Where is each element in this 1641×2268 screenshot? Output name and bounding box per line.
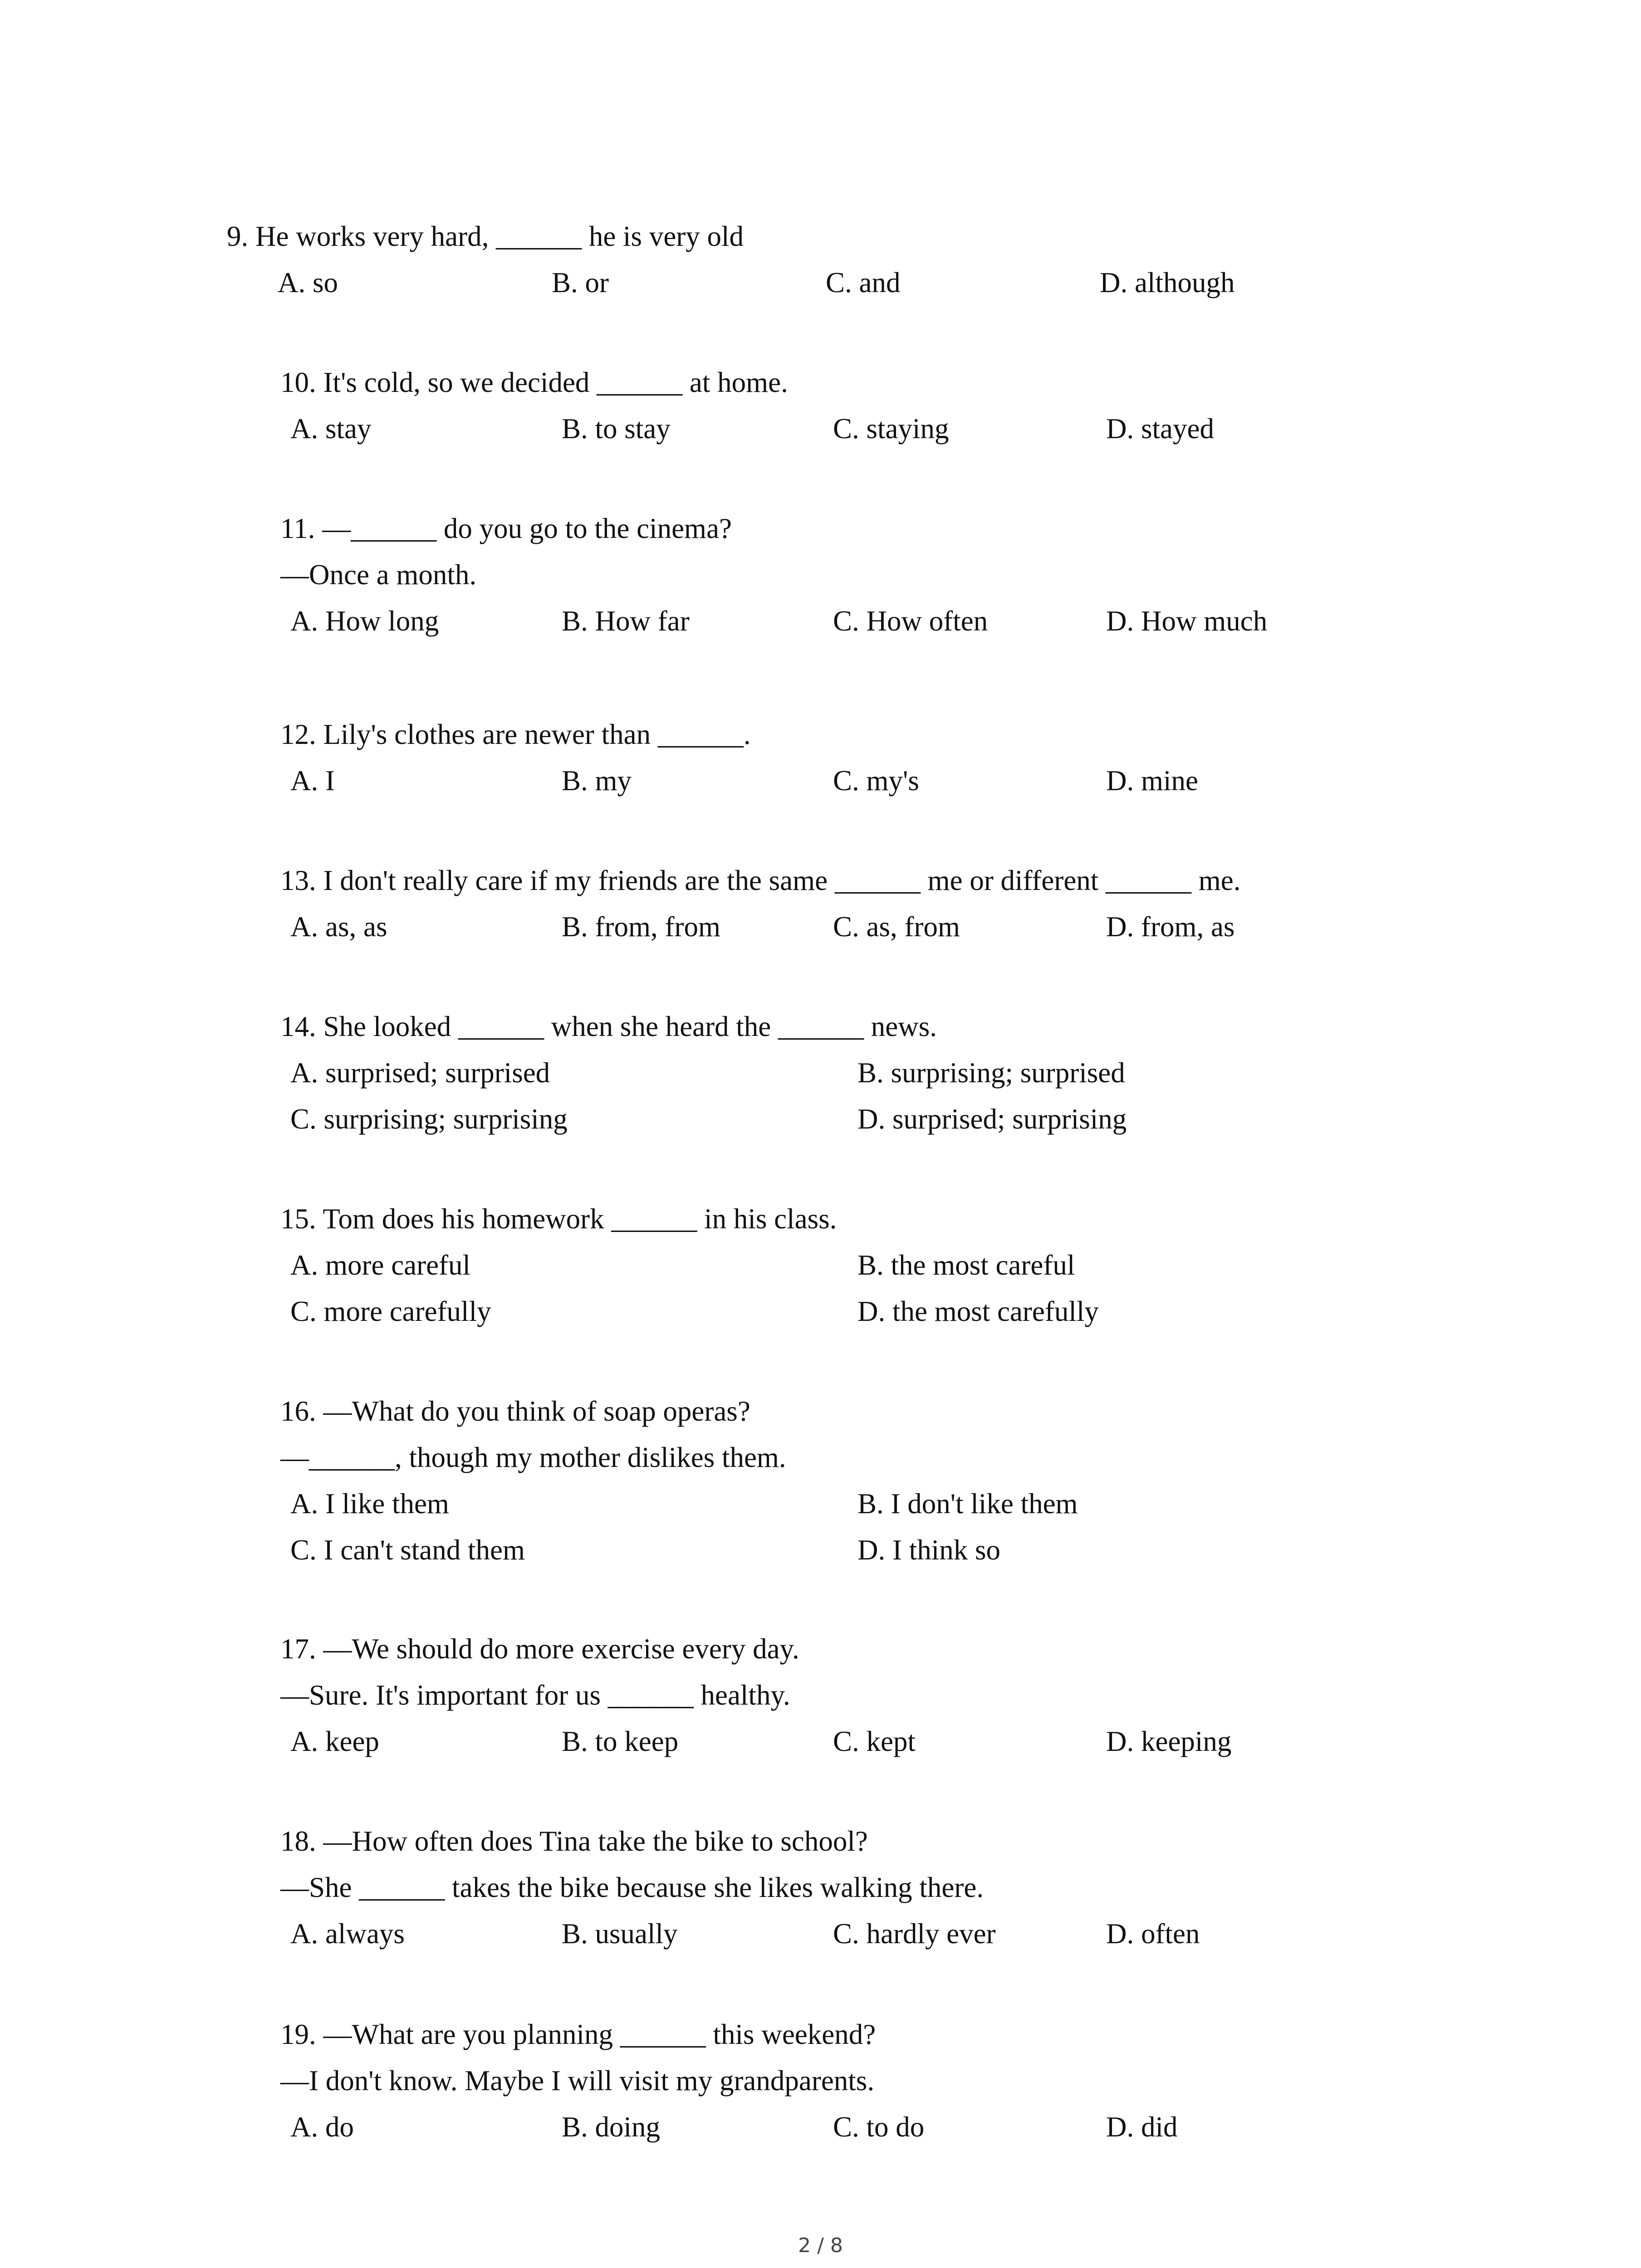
page-number: 2 / 8 xyxy=(798,2234,843,2257)
answer-option: B. I don't like them xyxy=(857,1488,1078,1520)
question-stem: 18. —How often does Tina take the bike to school? xyxy=(280,1825,868,1857)
question-reply: —Once a month. xyxy=(280,559,477,591)
question-stem: 14. She looked ______ when she heard the ______ news. xyxy=(280,1011,937,1042)
answer-option: A. so xyxy=(278,267,338,298)
answer-option: A. I xyxy=(290,765,335,797)
answer-option: A. stay xyxy=(290,413,372,445)
question-stem: 9. He works very hard, ______ he is very old xyxy=(227,220,744,252)
question-stem: 10. It's cold, so we decided ______ at home. xyxy=(280,367,788,398)
answer-option: B. to keep xyxy=(562,1725,679,1757)
answer-option: D. mine xyxy=(1106,765,1198,797)
answer-option: A. more careful xyxy=(290,1249,471,1281)
answer-option: A. keep xyxy=(290,1725,379,1757)
answer-option: A. surprised; surprised xyxy=(290,1057,550,1089)
answer-option: C. staying xyxy=(833,413,949,445)
answer-option: A. do xyxy=(290,2111,354,2143)
question-stem: 19. —What are you planning ______ this weekend? xyxy=(280,2019,876,2050)
answer-option: A. always xyxy=(290,1918,405,1950)
answer-option: C. as, from xyxy=(833,911,960,943)
answer-option: A. as, as xyxy=(290,911,387,943)
answer-option: B. to stay xyxy=(562,413,671,445)
answer-option: B. surprising; surprised xyxy=(857,1057,1125,1089)
answer-option: D. often xyxy=(1106,1918,1200,1950)
answer-option: B. the most careful xyxy=(857,1249,1075,1281)
question-stem: 11. —______ do you go to the cinema? xyxy=(280,513,732,544)
question-stem: 15. Tom does his homework ______ in his class. xyxy=(280,1203,837,1235)
answer-option: C. I can't stand them xyxy=(290,1534,525,1566)
answer-option: D. did xyxy=(1106,2111,1178,2143)
answer-option: C. more carefully xyxy=(290,1295,491,1327)
answer-option: D. although xyxy=(1100,267,1235,298)
question-reply: —______, though my mother dislikes them. xyxy=(280,1442,786,1473)
question-stem: 12. Lily's clothes are newer than ______. xyxy=(280,719,751,750)
answer-option: D. I think so xyxy=(857,1534,1000,1566)
answer-option: B. doing xyxy=(562,2111,661,2143)
answer-option: C. and xyxy=(826,267,901,298)
answer-option: B. usually xyxy=(562,1918,678,1950)
question-reply: —I don't know. Maybe I will visit my grandparents. xyxy=(280,2065,875,2097)
question-reply: —Sure. It's important for us ______ healthy. xyxy=(280,1679,790,1711)
answer-option: A. How long xyxy=(290,605,439,637)
answer-option: C. How often xyxy=(833,605,988,637)
answer-option: B. my xyxy=(562,765,632,797)
answer-option: B. How far xyxy=(562,605,690,637)
answer-option: D. How much xyxy=(1106,605,1268,637)
answer-option: D. the most carefully xyxy=(857,1295,1099,1327)
question-stem: 16. —What do you think of soap operas? xyxy=(280,1395,750,1427)
answer-option: B. or xyxy=(552,267,609,298)
question-reply: —She ______ takes the bike because she likes walking there. xyxy=(280,1872,984,1903)
answer-option: C. hardly ever xyxy=(833,1918,996,1950)
answer-option: A. I like them xyxy=(290,1488,449,1520)
answer-option: C. my's xyxy=(833,765,919,797)
answer-option: D. from, as xyxy=(1106,911,1235,943)
answer-option: C. kept xyxy=(833,1725,916,1757)
answer-option: C. to do xyxy=(833,2111,925,2143)
answer-option: D. stayed xyxy=(1106,413,1214,445)
answer-option: D. surprised; surprising xyxy=(857,1103,1127,1135)
question-stem: 13. I don't really care if my friends are the same ______ me or different ______ me. xyxy=(280,865,1241,896)
answer-option: D. keeping xyxy=(1106,1725,1232,1757)
answer-option: C. surprising; surprising xyxy=(290,1103,568,1135)
answer-option: B. from, from xyxy=(562,911,720,943)
question-stem: 17. —We should do more exercise every day. xyxy=(280,1633,799,1665)
